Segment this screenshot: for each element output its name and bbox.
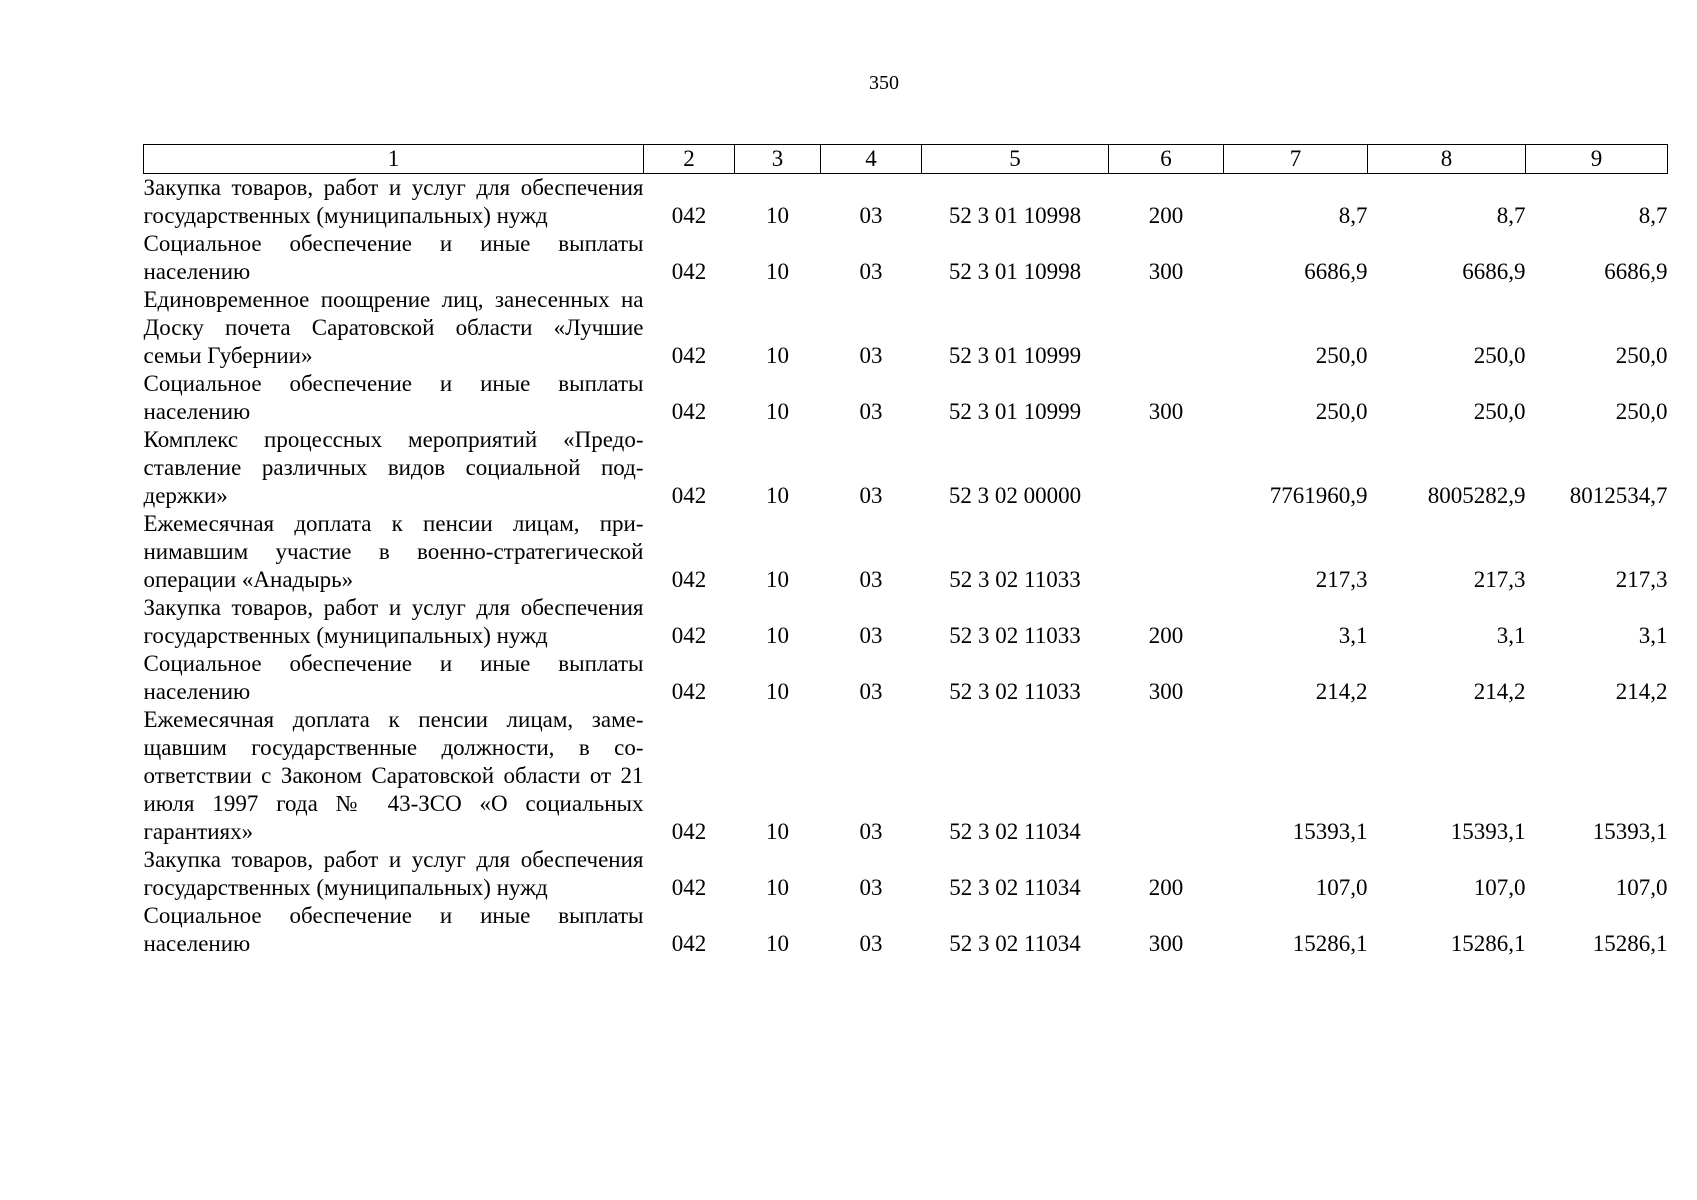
column-header: 5: [922, 145, 1109, 174]
target-article-code: 52 3 02 11034: [949, 875, 1081, 900]
subsection-code: 03: [859, 679, 883, 704]
target-article-code: 52 3 01 10999: [948, 343, 1082, 368]
amount-col8: 6686,9: [1462, 259, 1526, 284]
ministry-code: 042: [671, 203, 707, 228]
amount-col8: 250,0: [1473, 343, 1526, 368]
section-code: 10: [766, 259, 789, 284]
subsection-code: 03: [859, 875, 883, 900]
column-header: 8: [1368, 145, 1526, 174]
expense-type-code: 300: [1148, 399, 1184, 424]
row-description: Ежемесячная доплата к пенсии лицам, принимавшим участие в военно-стратегической операции «Анадырь»: [143, 511, 644, 592]
column-header: 7: [1224, 145, 1368, 174]
subsection-code: 03: [859, 203, 883, 228]
section-code: 10: [766, 399, 789, 424]
table-row: [144, 846, 1668, 902]
expense-type-code: 300: [1148, 259, 1184, 284]
table-row: [144, 230, 1668, 286]
amount-col9: 15393,1: [1592, 819, 1668, 844]
amount-col9: 250,0: [1615, 343, 1668, 368]
amount-col9: 250,0: [1615, 399, 1668, 424]
section-code: 10: [766, 343, 789, 368]
row-description: Закупка товаров, работ и услуг для обеспечения государственных (муниципальных) нужд: [143, 175, 644, 228]
amount-col9: 6686,9: [1604, 259, 1668, 284]
row-description: Ежемесячная доплата к пенсии лицам, замещавшим государственные должности, в соответствии с Законом Саратовской области от 21 июля 1997 года № 43-ЗСО «О социальных гарантиях»: [143, 707, 644, 844]
target-article-code: 52 3 01 10998: [948, 259, 1082, 284]
target-article-code: 52 3 02 11033: [949, 567, 1081, 592]
amount-col7: 6686,9: [1304, 259, 1368, 284]
ministry-code: 042: [671, 399, 707, 424]
ministry-code: 042: [671, 483, 707, 508]
column-header: 9: [1526, 145, 1668, 174]
table-row: [144, 650, 1668, 706]
amount-col8: 8005282,9: [1427, 483, 1526, 508]
amount-col7: 250,0: [1315, 343, 1368, 368]
expense-type-code: 200: [1148, 203, 1184, 228]
column-header: 3: [735, 145, 821, 174]
expense-type-code: 300: [1148, 679, 1184, 704]
subsection-code: 03: [859, 931, 883, 956]
row-description: Единовременное поощрение лиц, занесенных на Доску почета Саратовской области «Лучшие семьи Губернии»: [143, 287, 644, 368]
expense-type-code: 200: [1148, 623, 1184, 648]
expense-type-code: [1109, 706, 1224, 846]
page-number: 350: [869, 72, 899, 94]
amount-col8: 3,1: [1496, 623, 1526, 648]
table-row: [144, 370, 1668, 426]
subsection-code: 03: [859, 567, 883, 592]
table-row: [144, 706, 1668, 846]
amount-col8: 250,0: [1473, 399, 1526, 424]
budget-table: [143, 144, 1668, 958]
ministry-code: 042: [671, 343, 707, 368]
subsection-code: 03: [859, 259, 883, 284]
target-article-code: 52 3 02 11033: [949, 679, 1081, 704]
row-description: Комплекс процессных мероприятий «Предоставление различных видов социальной поддержки»: [143, 427, 644, 508]
row-description: Социальное обеспечение и иные выплаты населению: [143, 903, 644, 956]
column-header: 4: [821, 145, 922, 174]
amount-col8: 214,2: [1473, 679, 1526, 704]
amount-col7: 15393,1: [1292, 819, 1368, 844]
amount-col9: 214,2: [1615, 679, 1668, 704]
amount-col7: 217,3: [1315, 567, 1368, 592]
header-row: [144, 145, 1668, 174]
subsection-code: 03: [859, 623, 883, 648]
ministry-code: 042: [671, 875, 707, 900]
target-article-code: 52 3 02 11034: [949, 931, 1081, 956]
column-header: 2: [644, 145, 735, 174]
amount-col9: 3,1: [1638, 623, 1668, 648]
row-description: Социальное обеспечение и иные выплаты населению: [143, 371, 644, 424]
amount-col7: 7761960,9: [1269, 483, 1368, 508]
row-description: Закупка товаров, работ и услуг для обеспечения государственных (муниципальных) нужд: [143, 847, 644, 900]
target-article-code: 52 3 02 00000: [948, 483, 1082, 508]
target-article-code: 52 3 01 10999: [948, 399, 1082, 424]
section-code: 10: [766, 203, 789, 228]
amount-col7: 214,2: [1315, 679, 1368, 704]
expense-type-code: [1109, 426, 1224, 510]
amount-col8: 217,3: [1473, 567, 1526, 592]
amount-col8: 8,7: [1496, 203, 1526, 228]
target-article-code: 52 3 02 11034: [949, 819, 1081, 844]
table-row: [144, 594, 1668, 650]
section-code: 10: [766, 483, 789, 508]
section-code: 10: [766, 623, 789, 648]
subsection-code: 03: [859, 819, 883, 844]
amount-col7: 107,0: [1315, 875, 1368, 900]
section-code: 10: [766, 931, 789, 956]
amount-col9: 217,3: [1615, 567, 1668, 592]
amount-col8: 107,0: [1473, 875, 1526, 900]
expense-type-code: [1109, 510, 1224, 594]
table-row: [144, 902, 1668, 958]
subsection-code: 03: [859, 399, 883, 424]
amount-col8: 15286,1: [1450, 931, 1526, 956]
section-code: 10: [766, 875, 789, 900]
row-description: Социальное обеспечение и иные выплаты населению: [143, 231, 644, 284]
ministry-code: 042: [671, 819, 707, 844]
amount-col7: 250,0: [1315, 399, 1368, 424]
ministry-code: 042: [671, 567, 707, 592]
ministry-code: 042: [671, 931, 707, 956]
table-row: [144, 174, 1668, 231]
amount-col7: 15286,1: [1292, 931, 1368, 956]
column-header: 1: [144, 145, 644, 174]
row-description: Закупка товаров, работ и услуг для обеспечения государственных (муниципальных) нужд: [143, 595, 644, 648]
target-article-code: 52 3 01 10998: [948, 203, 1082, 228]
amount-col9: 8,7: [1638, 203, 1668, 228]
row-description: Социальное обеспечение и иные выплаты населению: [143, 651, 644, 704]
section-code: 10: [766, 567, 789, 592]
expense-type-code: 200: [1148, 875, 1184, 900]
subsection-code: 03: [859, 343, 883, 368]
table-row: [144, 510, 1668, 594]
ministry-code: 042: [671, 623, 707, 648]
ministry-code: 042: [671, 259, 707, 284]
expense-type-code: [1109, 286, 1224, 370]
target-article-code: 52 3 02 11033: [949, 623, 1081, 648]
ministry-code: 042: [671, 679, 707, 704]
amount-col7: 3,1: [1338, 623, 1368, 648]
amount-col9: 15286,1: [1592, 931, 1668, 956]
section-code: 10: [766, 679, 789, 704]
amount-col8: 15393,1: [1450, 819, 1526, 844]
subsection-code: 03: [859, 483, 883, 508]
column-header: 6: [1109, 145, 1224, 174]
table-row: [144, 286, 1668, 370]
amount-col9: 8012534,7: [1569, 483, 1668, 508]
section-code: 10: [766, 819, 789, 844]
amount-col9: 107,0: [1615, 875, 1668, 900]
amount-col7: 8,7: [1338, 203, 1368, 228]
table-row: [144, 426, 1668, 510]
expense-type-code: 300: [1148, 931, 1184, 956]
